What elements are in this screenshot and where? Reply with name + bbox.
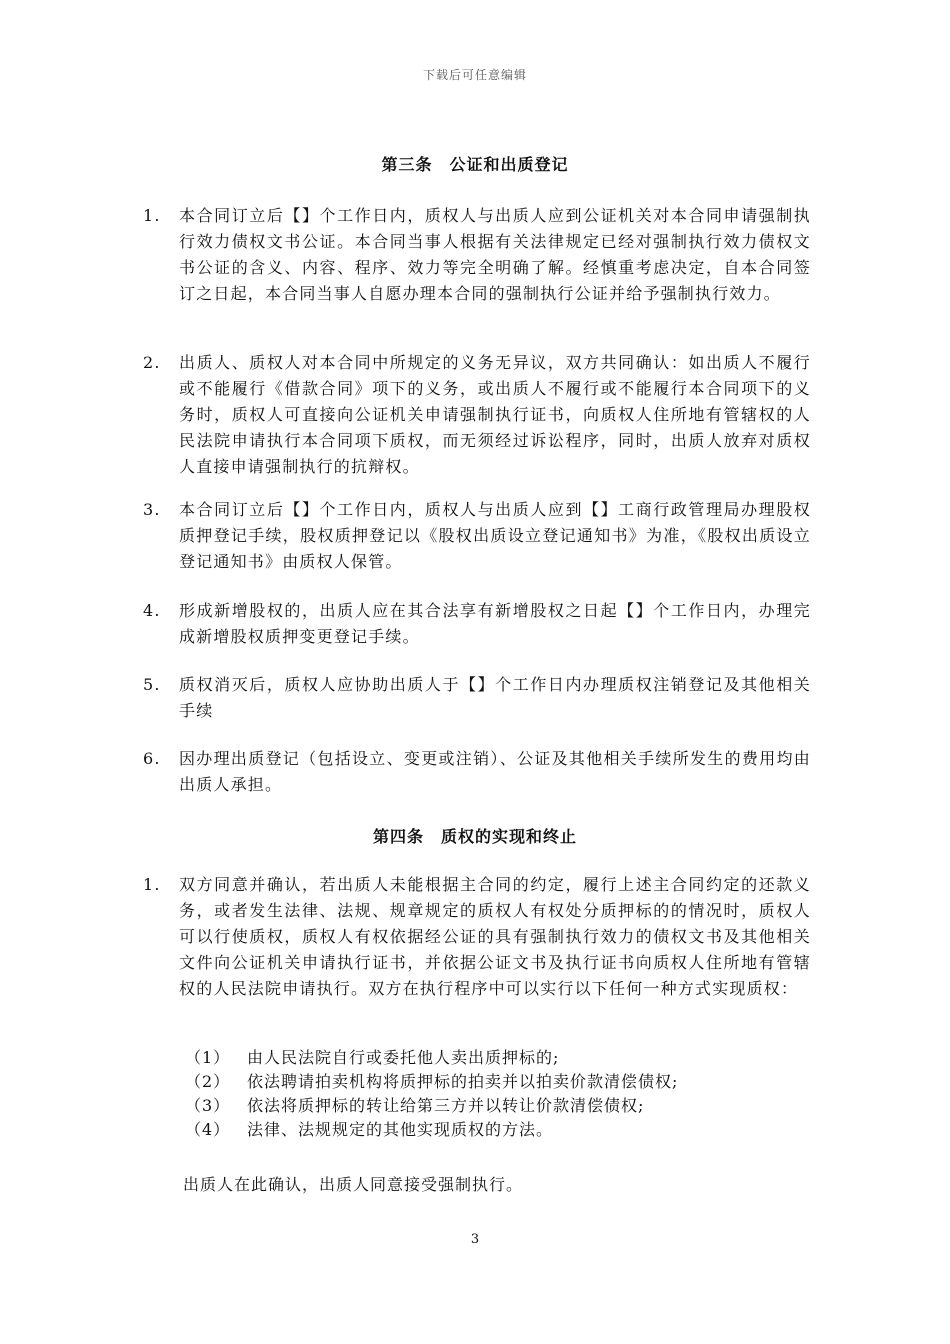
article-3-clause-3	[143, 497, 811, 575]
clause-text: 本合同订立后【】个工作日内，质权人与出质人应到【】工商行政管理局办理股权质押登记手续，股权质押登记以《股权出质设立登记通知书》为准，《股权出质设立登记通知书》由质权人保管。	[179, 500, 811, 571]
option-text: 法律、法规规定的其他实现质权的方法。	[247, 1120, 554, 1139]
list-item	[185, 1070, 785, 1094]
clause-text: 出质人、质权人对本合同中所规定的义务无异议，双方共同确认：如出质人不履行或不能履行《借款合同》项下的义务，或出质人不履行或不能履行本合同项下的义务时，质权人可直接向公证机关申请强制执行证书，向质权人住所地有管辖权的人民法院申请执行本合同项下质权，而无须经过诉讼程序，同时，出质人放弃对质权人直接申请强制执行的抗辩权。	[179, 353, 811, 476]
option-text: 依法将质押标的转让给第三方并以转让价款清偿债权;	[247, 1096, 645, 1115]
clause-number: 2.	[143, 353, 161, 372]
clause-number: 3.	[143, 500, 161, 519]
clause-number: 5.	[143, 675, 161, 694]
enforcement-options-list	[185, 1046, 785, 1142]
list-item	[185, 1094, 785, 1118]
option-label: （2）	[185, 1072, 231, 1091]
clause-text: 双方同意并确认，若出质人未能根据主合同的约定，履行上述主合同约定的还款义务，或者发生法律、法规、规章规定的质权人有权处分质押标的的情况时，质权人可以行使质权，质权人有权依据经公证的具有强制执行效力的债权文书及其他相关文件向公证机关申请执行证书，并依据公证文书及执行证书向质权人住所地有管辖权的人民法院申请执行。双方在执行程序中可以实行以下任何一种方式实现质权：	[179, 875, 811, 998]
clause-text: 质权消灭后，质权人应协助出质人于【】个工作日内办理质权注销登记及其他相关手续	[179, 675, 811, 720]
option-text: 依法聘请拍卖机构将质押标的拍卖并以拍卖价款清偿债权;	[247, 1072, 679, 1091]
page-number: 3	[470, 1232, 480, 1247]
article-3-clause-1	[143, 203, 811, 307]
clause-number: 6.	[143, 749, 161, 768]
option-text: 由人民法院自行或委托他人卖出质押标的;	[247, 1048, 560, 1067]
article-3-clause-4	[143, 598, 811, 650]
clause-number: 1.	[143, 206, 161, 225]
clause-number: 4.	[143, 601, 161, 620]
clause-text: 形成新增股权的，出质人应在其合法享有新增股权之日起【】个工作日内，办理完成新增股权质押变更登记手续。	[179, 601, 811, 646]
page-header-note: 下载后可任意编辑	[422, 68, 527, 82]
list-item	[185, 1118, 785, 1142]
pledgor-confirmation: 出质人在此确认，出质人同意接受强制执行。	[183, 1175, 524, 1194]
article-3-clause-2	[143, 350, 811, 480]
option-label: （1）	[185, 1048, 231, 1067]
article-3-title: 第三条 公证和出质登记	[381, 155, 569, 174]
list-item	[185, 1046, 785, 1070]
article-3-clause-6	[143, 746, 811, 798]
option-label: （3）	[185, 1096, 231, 1115]
clause-number: 1.	[143, 875, 161, 894]
clause-text: 本合同订立后【】个工作日内，质权人与出质人应到公证机关对本合同申请强制执行效力债权文书公证。本合同当事人根据有关法律规定已经对强制执行效力债权文书公证的含义、内容、程序、效力等完全明确了解。经慎重考虑决定，自本合同签订之日起，本合同当事人自愿办理本合同的强制执行公证并给予强制执行效力。	[179, 206, 811, 303]
clause-text: 因办理出质登记（包括设立、变更或注销）、公证及其他相关手续所发生的费用均由出质人承担。	[179, 749, 811, 794]
article-4-title: 第四条 质权的实现和终止	[372, 827, 577, 846]
article-3-clause-5	[143, 672, 811, 724]
option-label: （4）	[185, 1120, 231, 1139]
article-4-clause-1	[143, 872, 811, 1002]
